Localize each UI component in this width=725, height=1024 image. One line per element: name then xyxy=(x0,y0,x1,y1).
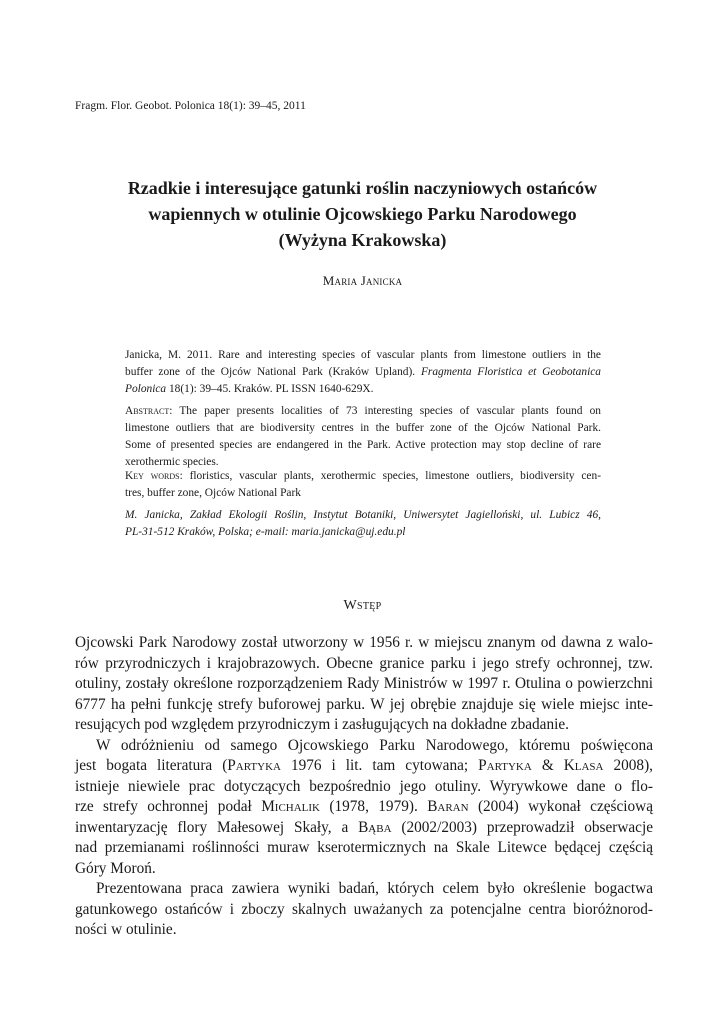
abstract-line-1: Abstract: The paper presents localities of 73 interesting species of vascular plants found on xyxy=(125,405,601,417)
p2-line-6: nad przemianami roślinności muraw kserotermicznych na Skale Litewce będącej częścią xyxy=(75,839,653,856)
address-line-1: M. Janicka, Zakład Ekologii Roślin, Instytut Botaniki, Uniwersytet Jagielloński, ul. Lubicz 46, xyxy=(125,509,601,521)
p1-line-4: 6777 ha pełni funkcję strefy buforowej parku. W jej obrębie znajduje się wiele miejsc inte- xyxy=(75,695,653,713)
abstract-label: Abstract xyxy=(125,405,170,417)
author-address-block xyxy=(125,507,601,541)
citation-line-1: Janicka, M. 2011. Rare and interesting species of vascular plants from limestone outliers in the xyxy=(125,349,601,361)
title-line-1: Rzadkie i interesujące gatunki roślin naczyniowych ostańców xyxy=(127,178,598,198)
p2-line-3: istnieje niewiele prac dotyczących bezpośrednio jego otuliny. Wyrywkowe dane o flo- xyxy=(75,777,653,795)
p3-line-2: gatunkowego ostańców i zboczy skalnych uważanych za potencjalne centra bioróżnorod- xyxy=(75,900,653,918)
keywords-line-1: Key words: floristics, vascular plants, xerothermic species, limestone outliers, biodiversity cen- xyxy=(125,470,601,482)
body-text xyxy=(75,633,653,941)
abstract-block xyxy=(125,403,601,471)
p1-line-5: resujących pod względem przyrodniczym i zasługujących na dokładne zbadanie. xyxy=(75,716,569,733)
p2-line-4: rze strefy ochronnej podał Michalik (1978, 1979). Baran (2004) wykonał częściową xyxy=(75,798,654,815)
citation-block xyxy=(125,347,601,398)
keywords-label: Key words xyxy=(125,470,180,482)
author-name: Maria Janicka xyxy=(322,273,403,288)
p3-line-3: ności w otulinie. xyxy=(75,921,177,938)
citation-line-3: Polonica 18(1): 39–45. Kraków. PL ISSN 1640-629X. xyxy=(125,383,374,395)
keywords-block xyxy=(125,468,601,502)
p1-line-3: otuliny, zostały określone rozporządzeniem Rady Ministrów w 1997 r. Otulina o powierzchni xyxy=(75,675,653,692)
title-line-3: (Wyżyna Krakowska) xyxy=(278,230,447,250)
title-line-2: wapiennych w otulinie Ojcowskiego Parku Narodowego xyxy=(148,204,577,224)
p2-line-2: jest bogata literatura (Partyka 1976 i lit. tam cytowana; Partyka & Klasa 2008), xyxy=(75,757,654,774)
abstract-line-3: Some of presented species are endangered in the Park. Active protection may stop decline of rare xyxy=(125,439,601,451)
p2-line-1: W odróżnieniu od samego Ojcowskiego Parku Narodowego, któremu poświęcona xyxy=(96,736,653,754)
abstract-line-2: limestone outliers that are biodiversity centres in the buffer zone of the Ojców National Park. xyxy=(125,422,601,434)
p3-line-1: Prezentowana praca zawiera wyniki badań, których celem było określenie bogactwa xyxy=(96,880,653,897)
abstract-line-4: xerothermic species. xyxy=(125,456,219,468)
p2-line-7: Góry Moroń. xyxy=(75,859,156,877)
citation-line-2: buffer zone of the Ojców National Park (Kraków Upland). Fragmenta Floristica et Geobotanica xyxy=(125,366,601,378)
address-line-2: PL-31-512 Kraków, Polska; e-mail: maria.janicka@uj.edu.pl xyxy=(125,526,406,538)
journal-reference: Fragm. Flor. Geobot. Polonica 18(1): 39–45, 2011 xyxy=(75,100,306,112)
section-heading: Wstęp xyxy=(343,598,382,613)
keywords-line-2: tres, buffer zone, Ojców National Park xyxy=(125,487,301,499)
p2-line-5: inwentaryzację flory Małesowej Skały, a Bąba (2002/2003) przeprowadził obserwacje xyxy=(75,818,653,836)
article-title xyxy=(90,175,635,253)
p1-line-2: rów przyrodniczych i krajobrazowych. Obecne granice parku i jego strefy ochronnej, tzw. xyxy=(75,654,653,672)
p1-line-1: Ojcowski Park Narodowy został utworzony w 1956 r. w miejscu znanym od dawna z walo- xyxy=(75,634,653,651)
